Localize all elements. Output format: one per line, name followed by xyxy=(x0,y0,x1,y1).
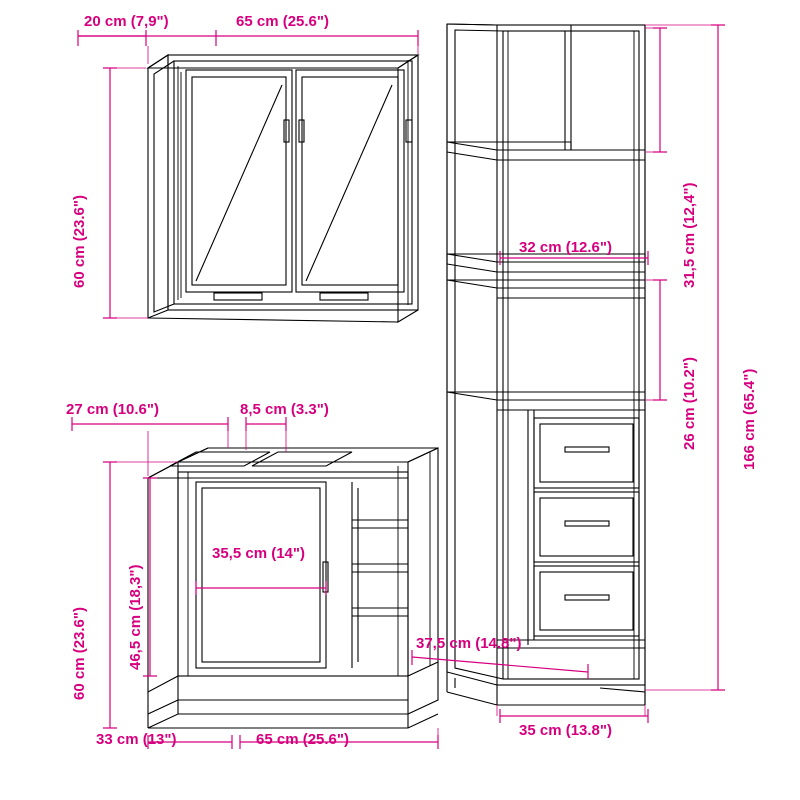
dim-tall-total-height: 166 cm (65.4") xyxy=(741,368,758,470)
dim-wall-cabinet-height: 60 cm (23.6") xyxy=(71,195,88,288)
dim-sink-cabinet-inner-height: 46,5 cm (18,3") xyxy=(127,564,144,670)
dim-sink-cabinet-height: 60 cm (23.6") xyxy=(71,607,88,700)
dim-sink-cabinet-door-width: 35,5 cm (14") xyxy=(212,545,305,562)
tall-cabinet-drawing xyxy=(447,24,645,705)
dim-tall-shelf-upper: 31,5 cm (12,4") xyxy=(681,182,698,288)
dim-wall-cabinet-width: 65 cm (25.6") xyxy=(236,13,329,30)
dim-tall-width: 35 cm (13.8") xyxy=(519,722,612,739)
dim-sink-cabinet-depth: 27 cm (10.6") xyxy=(66,401,159,418)
dim-tall-depth: 37,5 cm (14.8") xyxy=(416,635,522,652)
dim-wall-cabinet-depth: 20 cm (7,9") xyxy=(84,13,169,30)
dim-sink-cabinet-width: 65 cm (25.6") xyxy=(256,731,349,748)
wall-cabinet-drawing xyxy=(148,55,418,322)
dim-tall-shelf-middle: 32 cm (12.6") xyxy=(519,239,612,256)
dim-tall-shelf-lower: 26 cm (10.2") xyxy=(681,357,698,450)
dim-sink-cabinet-gap: 8,5 cm (3.3") xyxy=(240,401,329,418)
dim-sink-cabinet-base-depth: 33 cm (13") xyxy=(96,731,177,748)
